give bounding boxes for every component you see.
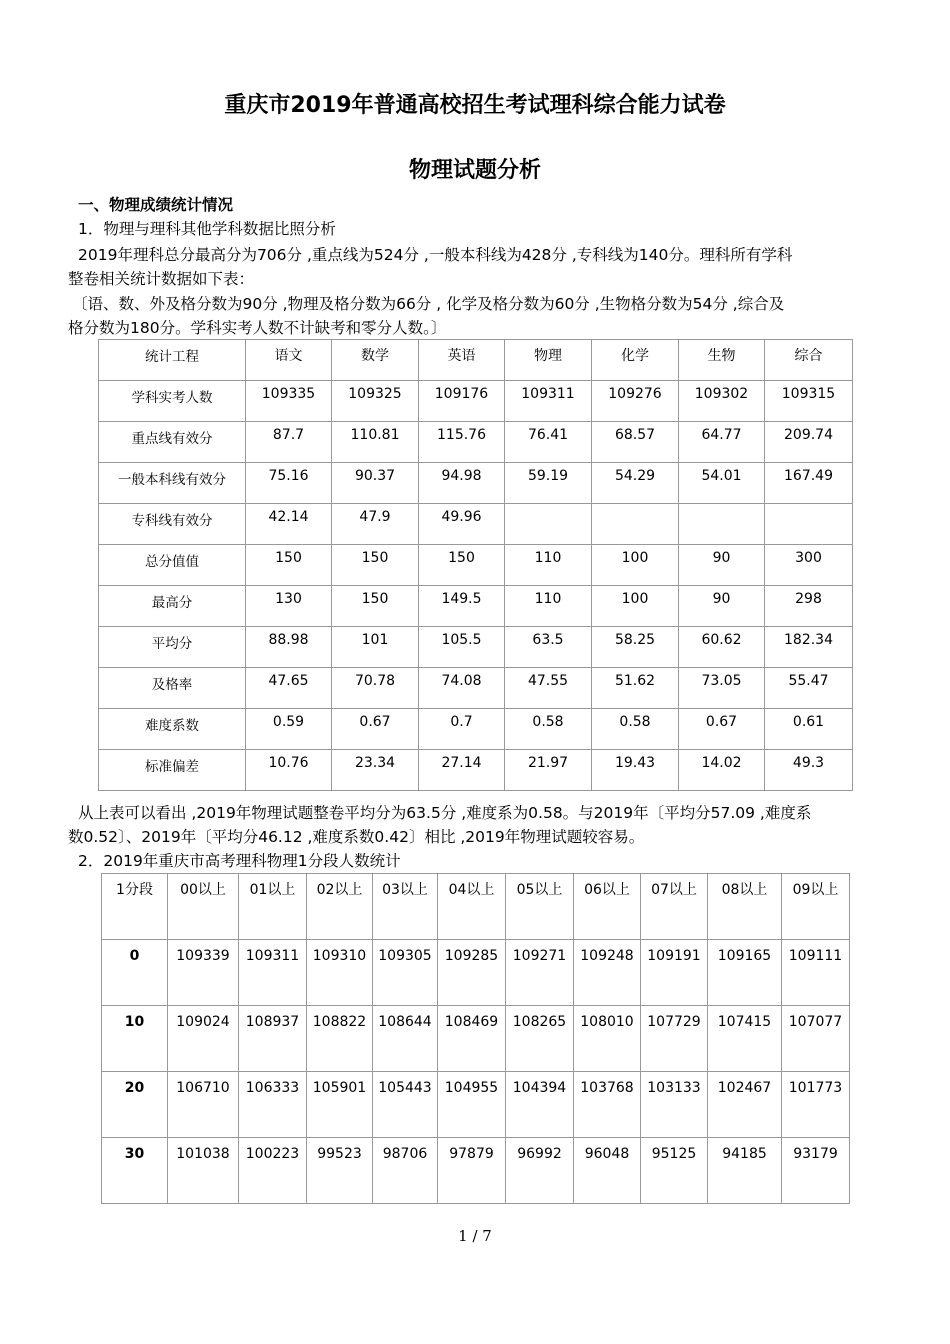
table-cell — [765, 504, 853, 545]
table-cell: 109111 — [782, 940, 850, 1006]
table-cell: 0.61 — [765, 709, 853, 750]
table-cell: 104955 — [438, 1072, 506, 1138]
table-cell: 47.9 — [332, 504, 419, 545]
table-cell: 27.14 — [419, 750, 505, 791]
header-row — [102, 874, 850, 940]
header-row — [99, 340, 853, 381]
paragraph-2-line-1: 〔语、数、外及格分数为90分 ,物理及格分数为66分 , 化学及格分数为60分 ,生物格分数为54分 ,综合及 — [72, 295, 785, 313]
table-cell: 101038 — [168, 1138, 239, 1204]
document-title: 重庆市2019年普通高校招生考试理科综合能力试卷 — [224, 93, 726, 118]
table-cell: 182.34 — [765, 627, 853, 668]
table-cell: 59.19 — [505, 463, 592, 504]
table-cell: 109302 — [679, 381, 765, 422]
row-label: 及格率 — [99, 668, 246, 709]
table-cell: 109285 — [438, 940, 506, 1006]
table-cell: 105.5 — [419, 627, 505, 668]
column-header: 03以上 — [373, 874, 438, 940]
row-label: 10 — [102, 1006, 168, 1072]
row-label: 专科线有效分 — [99, 504, 246, 545]
table-cell: 149.5 — [419, 586, 505, 627]
table-cell: 108937 — [239, 1006, 307, 1072]
table-cell: 21.97 — [505, 750, 592, 791]
table-cell: 209.74 — [765, 422, 853, 463]
table-cell: 51.62 — [592, 668, 679, 709]
table-cell: 49.3 — [765, 750, 853, 791]
table-cell — [592, 504, 679, 545]
table-cell: 19.43 — [592, 750, 679, 791]
section-heading: 一、物理成绩统计情况 — [78, 196, 234, 214]
table-cell: 90 — [679, 545, 765, 586]
table-cell: 108644 — [373, 1006, 438, 1072]
table-cell: 63.5 — [505, 627, 592, 668]
table-cell: 109024 — [168, 1006, 239, 1072]
table-cell: 54.01 — [679, 463, 765, 504]
row-label: 平均分 — [99, 627, 246, 668]
table-cell: 0.67 — [332, 709, 419, 750]
table-cell: 75.16 — [246, 463, 332, 504]
row-label: 30 — [102, 1138, 168, 1204]
table-cell: 109165 — [708, 940, 782, 1006]
table-cell: 109311 — [505, 381, 592, 422]
table-cell: 150 — [332, 586, 419, 627]
table-row — [99, 545, 853, 586]
table-cell: 109191 — [641, 940, 708, 1006]
row-label: 标准偏差 — [99, 750, 246, 791]
table-cell: 96048 — [574, 1138, 641, 1204]
table-cell: 106333 — [239, 1072, 307, 1138]
table-cell: 99523 — [307, 1138, 373, 1204]
table-cell: 97879 — [438, 1138, 506, 1204]
table-cell: 150 — [246, 545, 332, 586]
column-header: 07以上 — [641, 874, 708, 940]
table-cell: 130 — [246, 586, 332, 627]
subject-stats-table — [98, 339, 853, 791]
table-cell: 0.58 — [505, 709, 592, 750]
column-header: 数学 — [332, 340, 419, 381]
table-row — [102, 1006, 850, 1072]
table-cell: 70.78 — [332, 668, 419, 709]
table-cell: 94.98 — [419, 463, 505, 504]
row-label: 0 — [102, 940, 168, 1006]
column-header: 英语 — [419, 340, 505, 381]
table-cell: 0.58 — [592, 709, 679, 750]
table-cell: 100 — [592, 586, 679, 627]
table-cell: 90 — [679, 586, 765, 627]
table-cell: 108469 — [438, 1006, 506, 1072]
table-cell: 105443 — [373, 1072, 438, 1138]
table-cell: 109248 — [574, 940, 641, 1006]
table-cell: 108822 — [307, 1006, 373, 1072]
column-header: 08以上 — [708, 874, 782, 940]
table-cell: 101 — [332, 627, 419, 668]
column-header: 统计工程 — [99, 340, 246, 381]
table-row — [102, 940, 850, 1006]
table-cell: 104394 — [506, 1072, 574, 1138]
paragraph-1-line-1: 2019年理科总分最高分为706分 ,重点线为524分 ,一般本科线为428分 ,专科线为140分。理科所有学科 — [78, 246, 793, 264]
table-cell: 64.77 — [679, 422, 765, 463]
column-header: 1分段 — [102, 874, 168, 940]
column-header: 06以上 — [574, 874, 641, 940]
table-row — [102, 1138, 850, 1204]
table-cell: 58.25 — [592, 627, 679, 668]
table-row — [99, 750, 853, 791]
column-header: 02以上 — [307, 874, 373, 940]
table-cell: 108010 — [574, 1006, 641, 1072]
table-cell: 93179 — [782, 1138, 850, 1204]
table-cell: 109325 — [332, 381, 419, 422]
table-cell: 108265 — [506, 1006, 574, 1072]
table-cell: 100223 — [239, 1138, 307, 1204]
table-cell: 109305 — [373, 940, 438, 1006]
column-header: 09以上 — [782, 874, 850, 940]
page-number: 1 / 7 — [458, 1227, 492, 1245]
column-header: 01以上 — [239, 874, 307, 940]
table-cell: 88.98 — [246, 627, 332, 668]
table-cell: 110.81 — [332, 422, 419, 463]
table-cell: 23.34 — [332, 750, 419, 791]
column-header: 00以上 — [168, 874, 239, 940]
table-cell: 54.29 — [592, 463, 679, 504]
table-row — [99, 586, 853, 627]
table-cell: 101773 — [782, 1072, 850, 1138]
column-header: 语文 — [246, 340, 332, 381]
table-cell: 150 — [419, 545, 505, 586]
table-cell: 150 — [332, 545, 419, 586]
table-cell: 0.67 — [679, 709, 765, 750]
table-cell: 107729 — [641, 1006, 708, 1072]
table-row — [99, 709, 853, 750]
column-header: 生物 — [679, 340, 765, 381]
table-row — [99, 504, 853, 545]
document-subtitle: 物理试题分析 — [408, 158, 541, 183]
paragraph-1-line-2: 整卷相关统计数据如下表： — [68, 270, 255, 288]
table-cell: 300 — [765, 545, 853, 586]
table-cell: 68.57 — [592, 422, 679, 463]
subsection-heading-1: 1．物理与理科其他学科数据比照分析 — [78, 220, 336, 238]
table-cell: 49.96 — [419, 504, 505, 545]
table-cell: 103768 — [574, 1072, 641, 1138]
table-row — [99, 668, 853, 709]
table-cell: 87.7 — [246, 422, 332, 463]
table-row — [99, 463, 853, 504]
table-cell: 109335 — [246, 381, 332, 422]
table-cell: 298 — [765, 586, 853, 627]
table-cell: 94185 — [708, 1138, 782, 1204]
paragraph-3-line-1: 从上表可以看出 ,2019年物理试题整卷平均分为63.5分 ,难度系为0.58。与2019年〔平均分57.09 ,难度系 — [78, 804, 812, 822]
table-cell: 115.76 — [419, 422, 505, 463]
table-cell: 95125 — [641, 1138, 708, 1204]
table-row — [99, 627, 853, 668]
paragraph-2-line-2: 格分数为180分。学科实考人数不计缺考和零分人数。〕 — [68, 319, 447, 337]
table-cell: 109339 — [168, 940, 239, 1006]
table-cell: 47.65 — [246, 668, 332, 709]
table-cell: 107415 — [708, 1006, 782, 1072]
table-cell: 73.05 — [679, 668, 765, 709]
table-row — [99, 422, 853, 463]
table-cell: 100 — [592, 545, 679, 586]
subsection-heading-2: 2．2019年重庆市高考理科物理1分段人数统计 — [78, 852, 401, 870]
table-cell: 90.37 — [332, 463, 419, 504]
table-cell: 110 — [505, 545, 592, 586]
table-cell: 167.49 — [765, 463, 853, 504]
table-row — [99, 381, 853, 422]
table-cell: 106710 — [168, 1072, 239, 1138]
score-distribution-table — [101, 873, 850, 1204]
table-cell: 10.76 — [246, 750, 332, 791]
column-header: 05以上 — [506, 874, 574, 940]
table-cell — [505, 504, 592, 545]
table-cell: 98706 — [373, 1138, 438, 1204]
row-label: 学科实考人数 — [99, 381, 246, 422]
table-cell: 110 — [505, 586, 592, 627]
table-cell: 109311 — [239, 940, 307, 1006]
table-cell: 109315 — [765, 381, 853, 422]
table-cell: 103133 — [641, 1072, 708, 1138]
row-label: 一般本科线有效分 — [99, 463, 246, 504]
table-cell: 0.59 — [246, 709, 332, 750]
table-cell: 47.55 — [505, 668, 592, 709]
row-label: 难度系数 — [99, 709, 246, 750]
table-cell: 74.08 — [419, 668, 505, 709]
table-cell: 109276 — [592, 381, 679, 422]
row-label: 总分值值 — [99, 545, 246, 586]
table-cell: 60.62 — [679, 627, 765, 668]
table-cell: 109271 — [506, 940, 574, 1006]
table-cell: 102467 — [708, 1072, 782, 1138]
paragraph-3-line-2: 数0.52〕、2019年〔平均分46.12 ,难度系数0.42〕相比 ,2019年物理试题较容易。 — [68, 828, 645, 846]
row-label: 20 — [102, 1072, 168, 1138]
table-cell: 55.47 — [765, 668, 853, 709]
row-label: 最高分 — [99, 586, 246, 627]
table-cell — [679, 504, 765, 545]
table-cell: 42.14 — [246, 504, 332, 545]
table-cell: 109310 — [307, 940, 373, 1006]
row-label: 重点线有效分 — [99, 422, 246, 463]
table-cell: 76.41 — [505, 422, 592, 463]
table-cell: 105901 — [307, 1072, 373, 1138]
column-header: 化学 — [592, 340, 679, 381]
table-cell: 107077 — [782, 1006, 850, 1072]
table-cell: 0.7 — [419, 709, 505, 750]
table-cell: 14.02 — [679, 750, 765, 791]
table-cell: 96992 — [506, 1138, 574, 1204]
column-header: 综合 — [765, 340, 853, 381]
table-cell: 109176 — [419, 381, 505, 422]
column-header: 04以上 — [438, 874, 506, 940]
column-header: 物理 — [505, 340, 592, 381]
table-row — [102, 1072, 850, 1138]
